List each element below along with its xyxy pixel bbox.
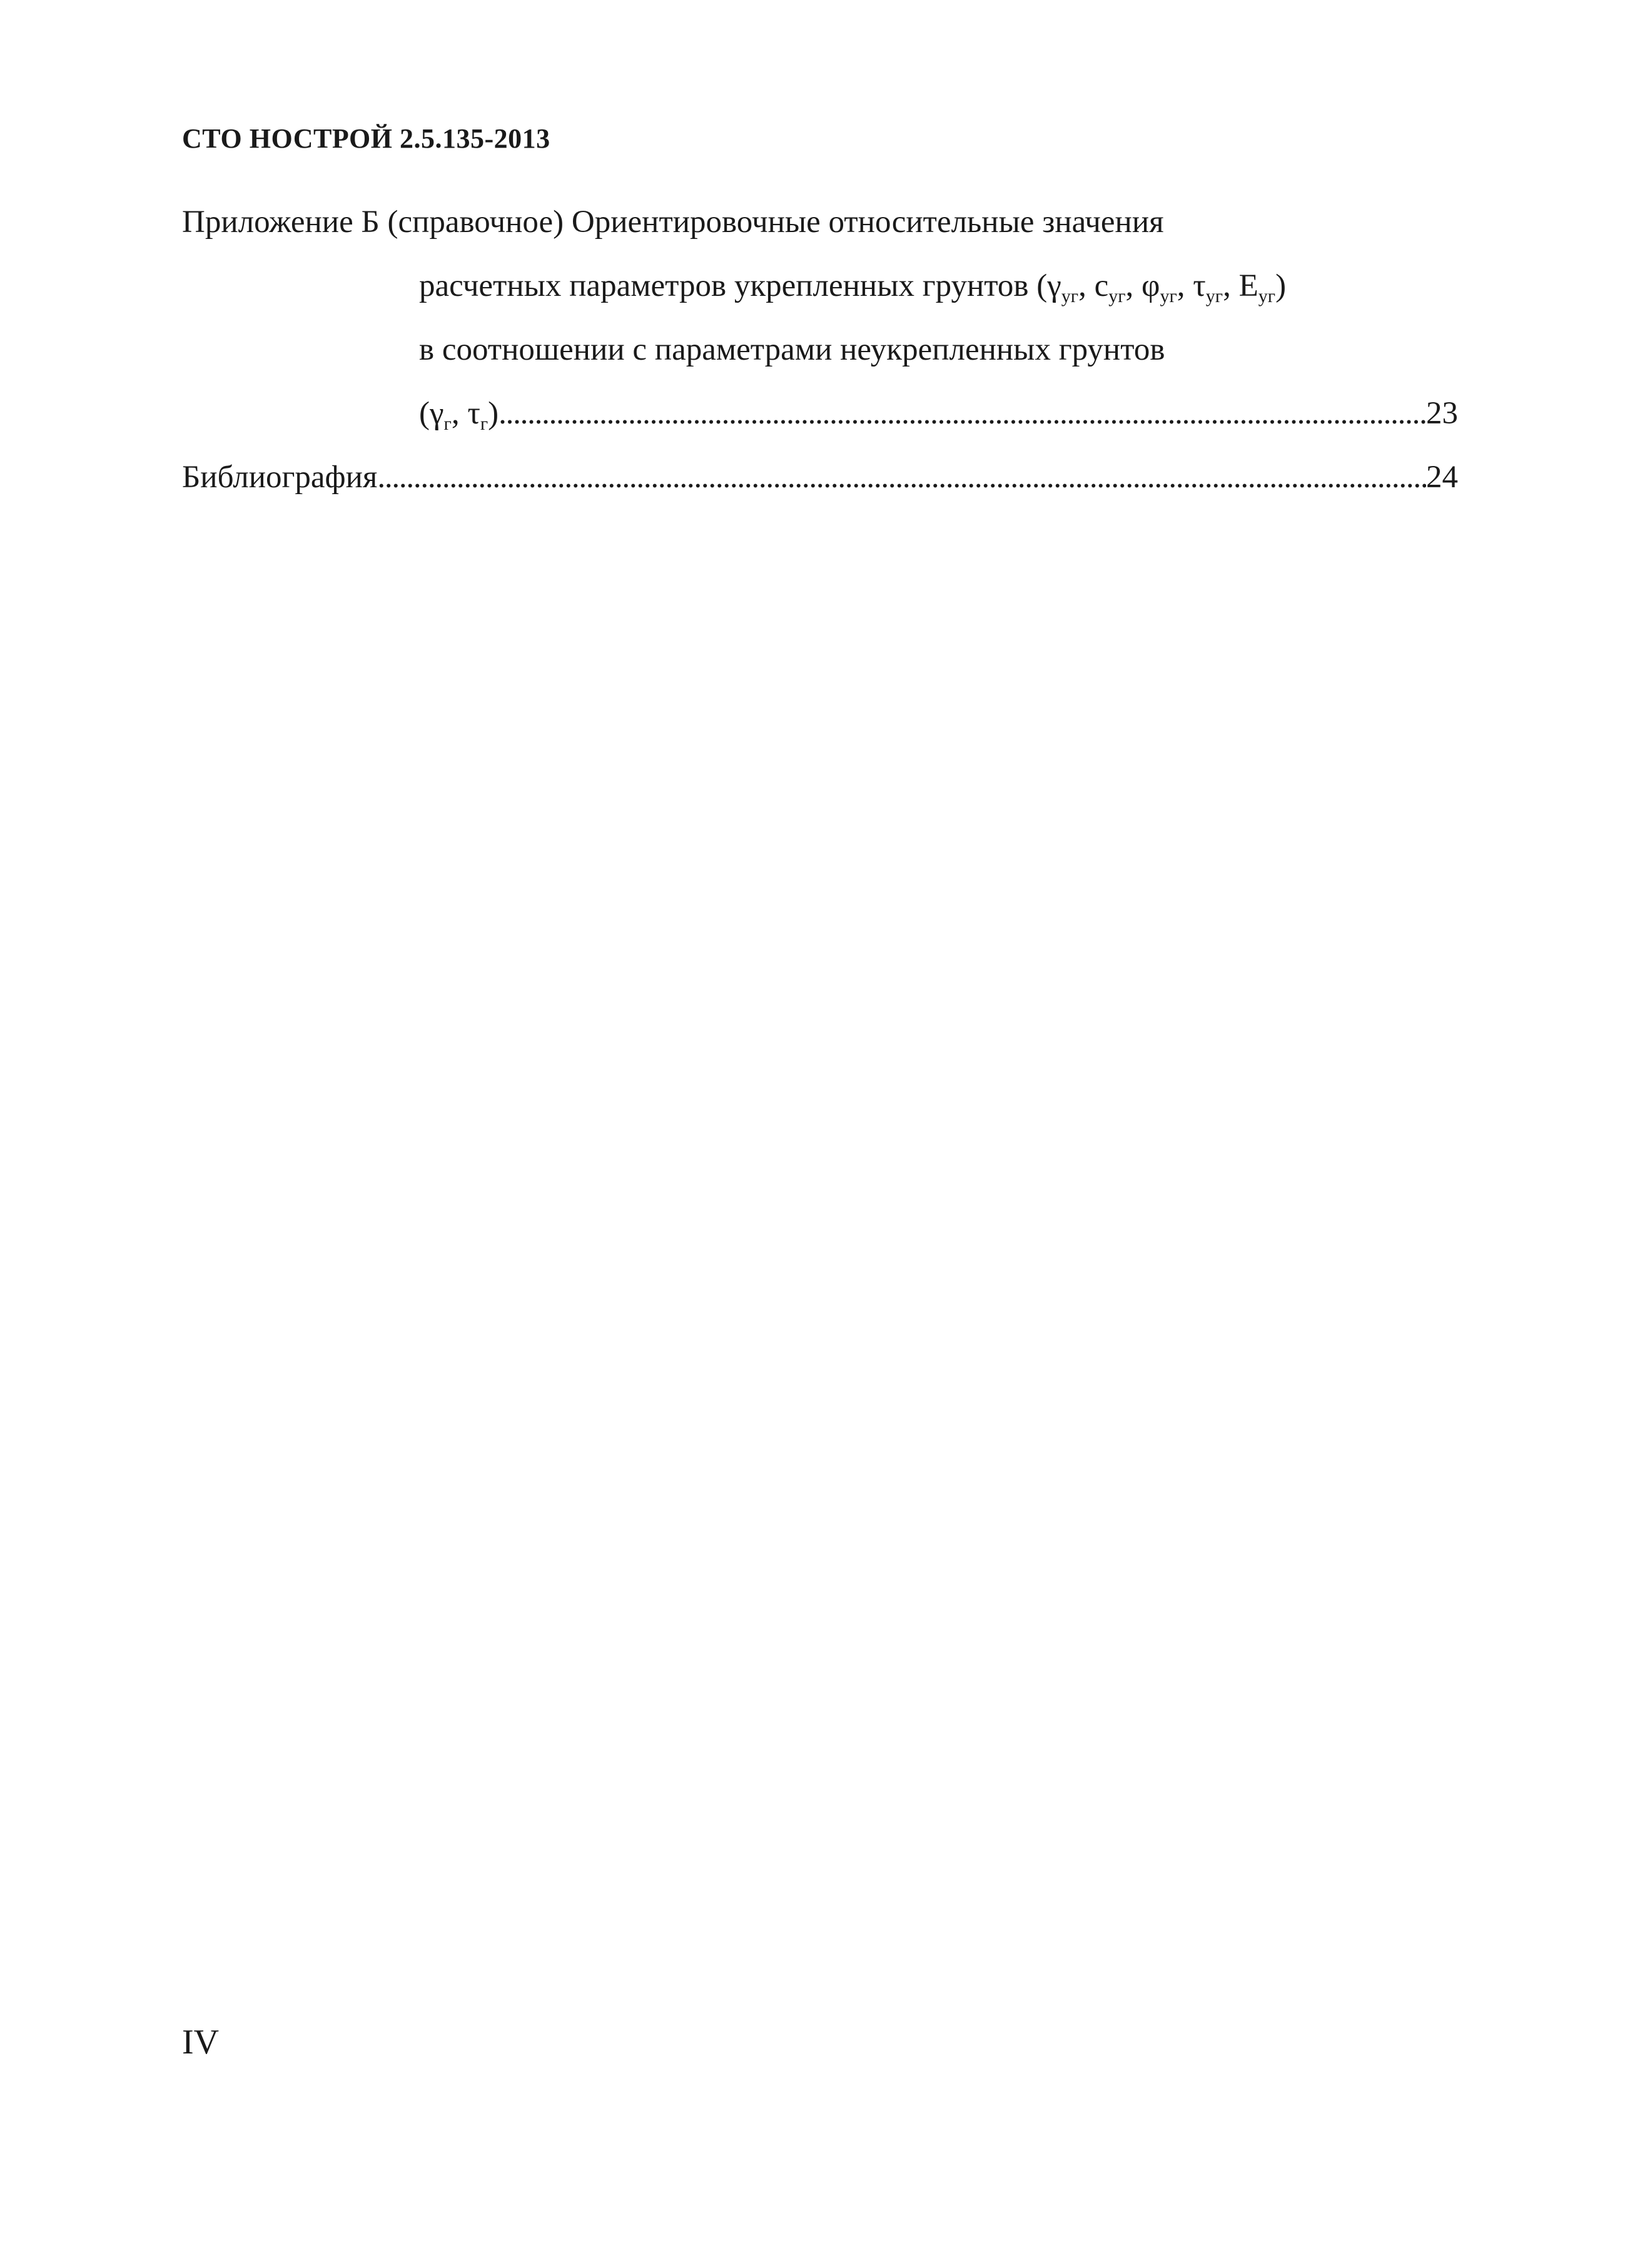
toc-text: расчетных параметров укрепленных грунтов (: [419, 268, 1048, 303]
subscript: уг: [1108, 286, 1126, 306]
subscript: г: [480, 413, 489, 434]
symbol: τ: [467, 396, 480, 431]
subscript: уг: [1160, 286, 1177, 306]
symbol: с: [1094, 268, 1109, 303]
toc-entry-appendix-b-line4[interactable]: [419, 398, 1458, 435]
subscript: г: [443, 413, 452, 434]
toc-text: в соотношении с параметрами неукрепленных грунтов: [419, 332, 1165, 367]
document-code-header: СТО НОСТРОЙ 2.5.135-2013: [182, 123, 550, 154]
subscript: уг: [1258, 286, 1276, 306]
symbol: γ: [429, 396, 444, 431]
subscript: уг: [1205, 286, 1223, 306]
subscript: уг: [1061, 286, 1079, 306]
toc-entry-appendix-b-line2: расчетных параметров укрепленных грунтов ($\gamma_{уг}$, $с_{уг}$, $\varphi_{уг}$, $\tau_{уг}$, $Е_{уг}$): [419, 268, 1287, 306]
page-number: IV: [182, 2023, 220, 2062]
toc-page-number: 24: [1426, 460, 1458, 495]
toc-bibliography-label: Библиография: [182, 460, 378, 495]
toc-appendix-b-title: Приложение Б (справочное) Ориентировочные относительные значения: [182, 205, 1164, 240]
toc-formula: ($\gamma_г$, $\tau_г$): [419, 396, 499, 434]
toc-page-number: 23: [1426, 396, 1458, 431]
symbol: τ: [1193, 268, 1206, 303]
dot-leader: [499, 398, 1426, 435]
symbol: Е: [1238, 268, 1258, 303]
dot-leader: [377, 462, 1426, 499]
symbol: γ: [1047, 268, 1061, 303]
toc-entry-appendix-b-line3: [419, 334, 1165, 372]
symbol: φ: [1142, 268, 1160, 303]
toc-entry-appendix-b-line1: [182, 206, 1164, 244]
toc-entry-bibliography[interactable]: [182, 462, 1458, 499]
